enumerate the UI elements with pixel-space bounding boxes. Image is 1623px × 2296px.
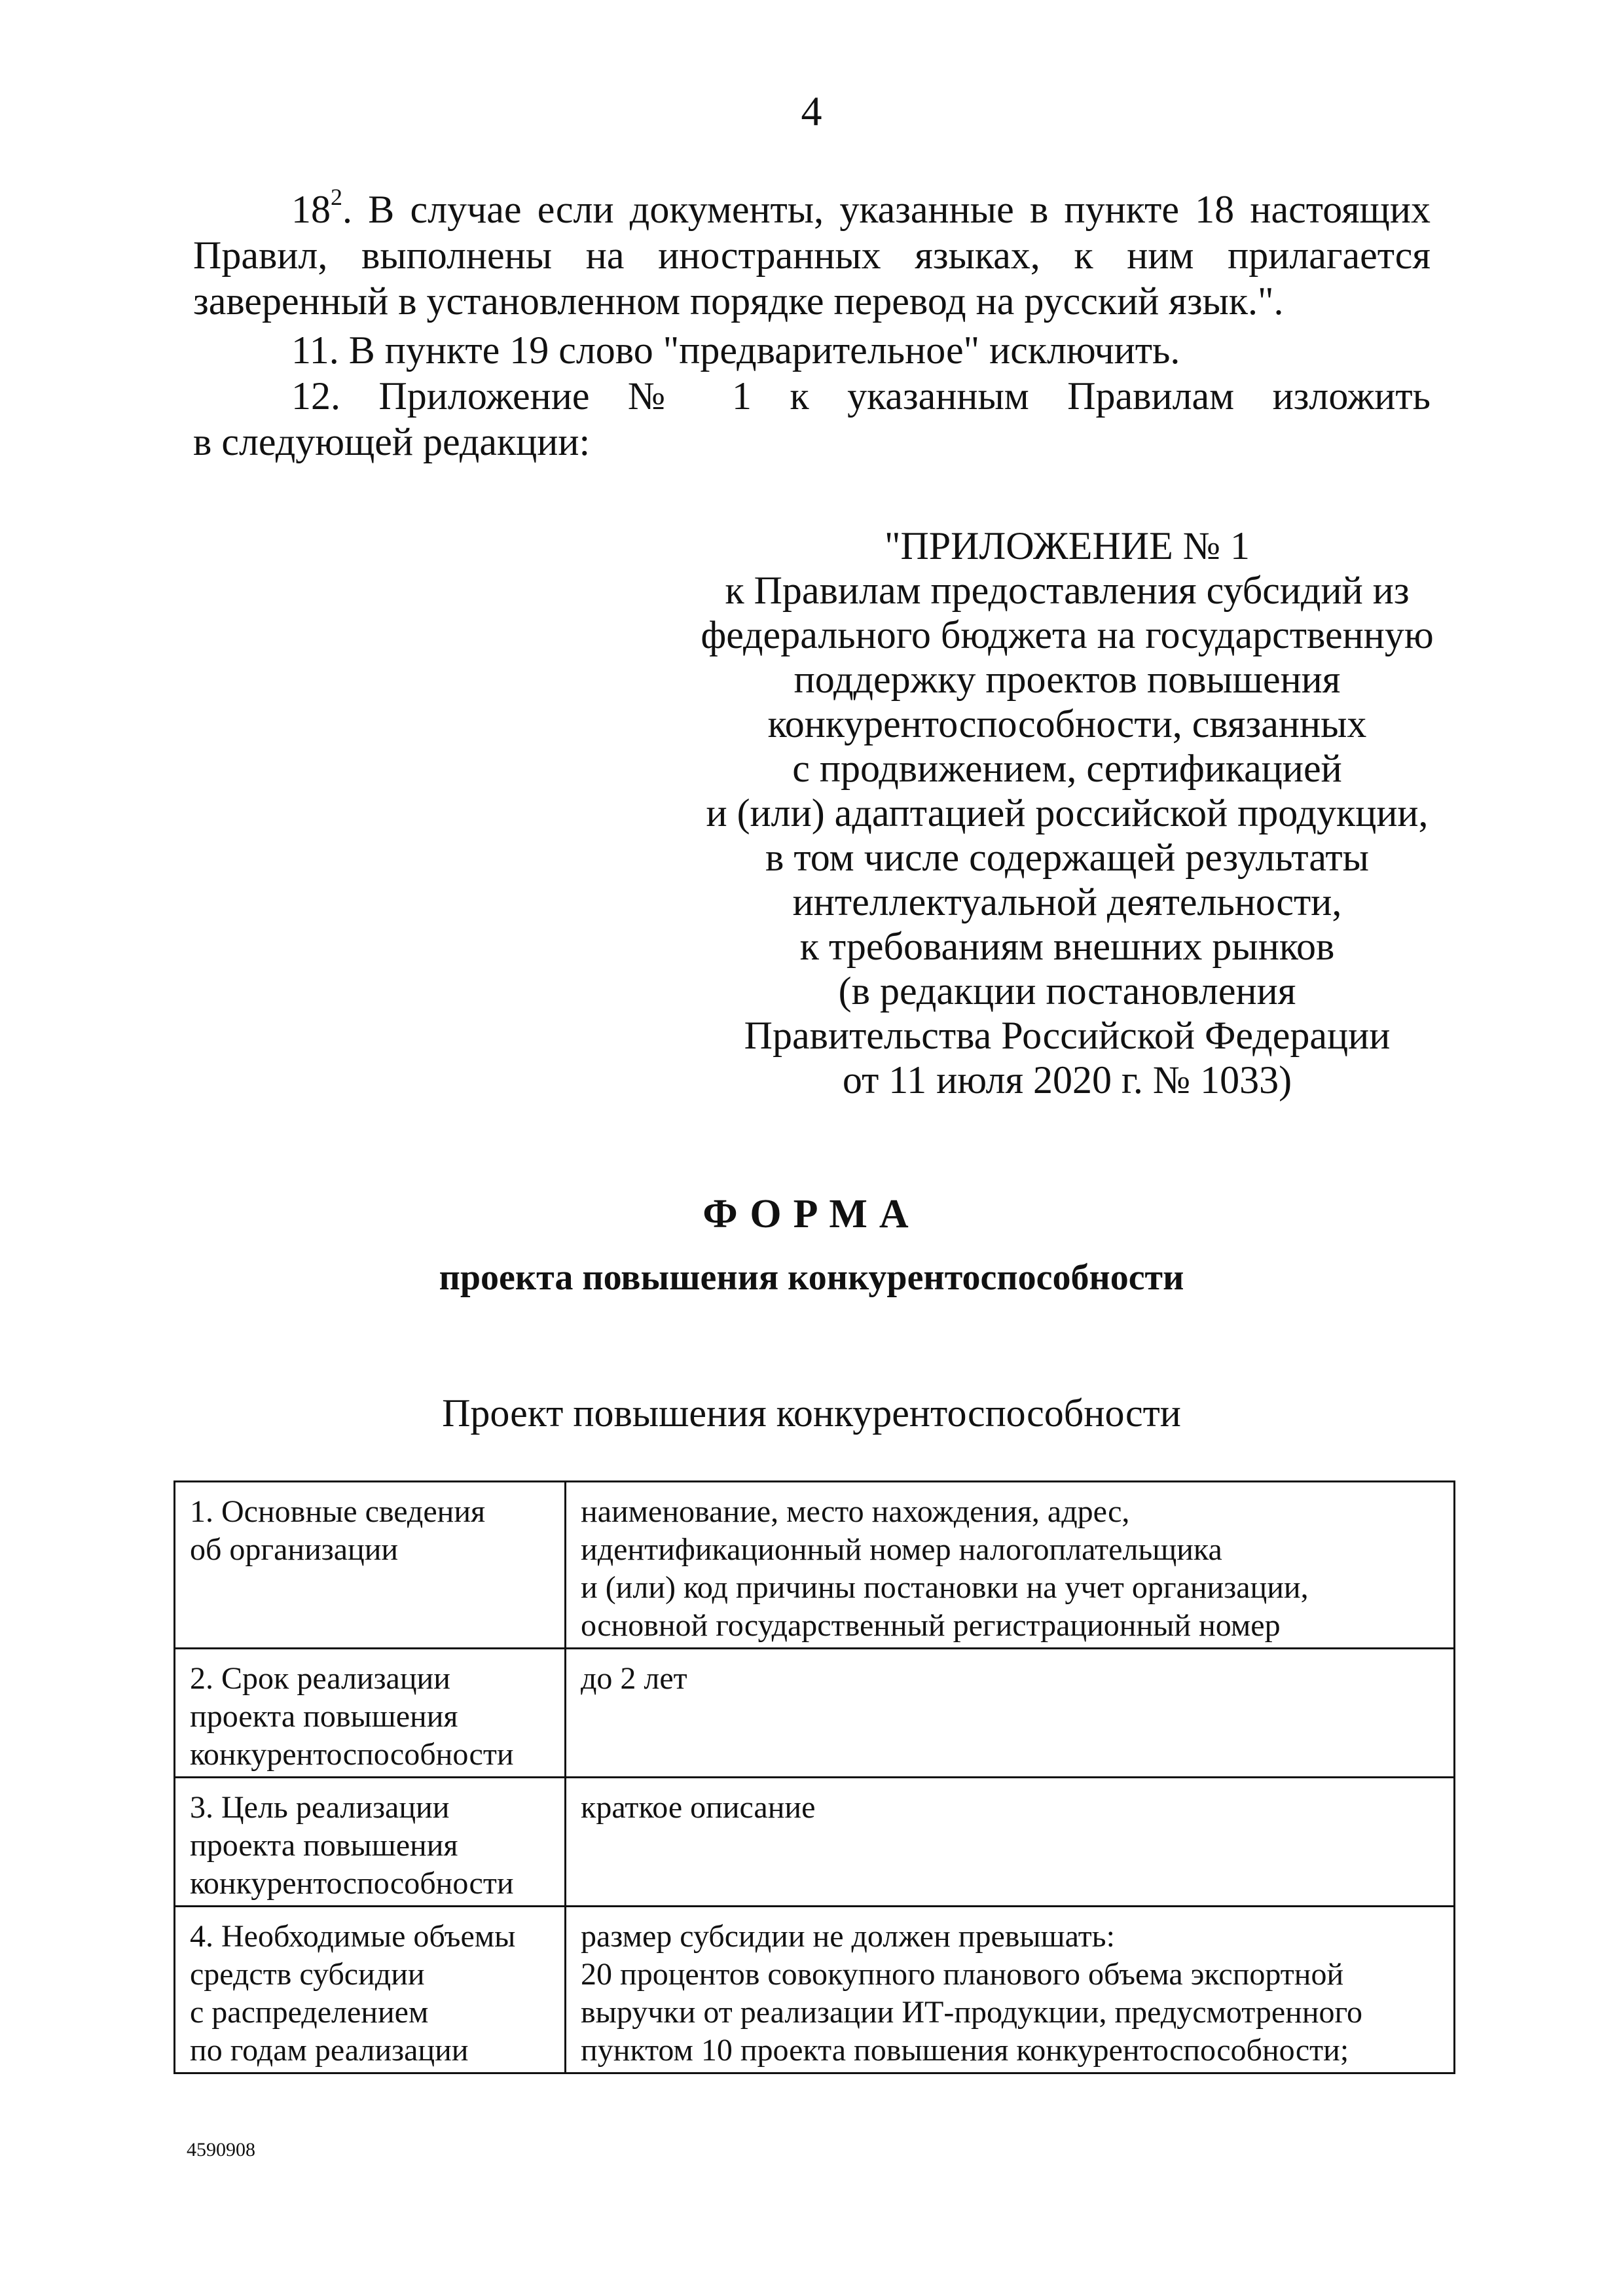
appendix-line: "ПРИЛОЖЕНИЕ № 1 <box>884 524 1250 567</box>
superscript: 2 <box>331 184 342 210</box>
value-line: наименование, место нахождения, адрес, <box>581 1494 1130 1529</box>
label-line: по годам реализации <box>190 2033 469 2068</box>
appendix-header <box>668 524 1467 1102</box>
appendix-line: к Правилам предоставления субсидий из <box>725 569 1410 612</box>
paragraph-18-2 <box>193 184 1431 324</box>
label-line: конкурентоспособности <box>190 1866 514 1901</box>
label-line: проекта повышения <box>190 1828 458 1863</box>
form-subtitle: проекта повышения конкурентоспособности <box>439 1257 1184 1298</box>
value-line: пунктом 10 проекта повышения конкурентоспособности; <box>581 2033 1349 2068</box>
paragraph-18-2-line-2: Правил, выполнены на иностранных языках, к ним прилагается <box>193 234 1431 277</box>
value-line: выручки от реализации ИТ-продукции, предусмотренного <box>581 1995 1362 2030</box>
paragraph-12 <box>193 373 1431 465</box>
label-line: 2. Срок реализации <box>190 1661 450 1696</box>
paragraph-12-line-2: в следующей редакции: <box>193 420 591 463</box>
appendix-line: интеллектуальной деятельности, <box>792 880 1342 924</box>
table-cell-label <box>175 1907 566 2073</box>
project-table <box>173 1480 1455 2074</box>
appendix-line: в том числе содержащей результаты <box>765 836 1369 879</box>
appendix-line: и (или) адаптацией российской продукции, <box>706 791 1429 834</box>
page-number: 4 <box>801 88 822 134</box>
label-line: 1. Основные сведения <box>190 1494 486 1529</box>
value-line: до 2 лет <box>581 1661 687 1696</box>
paragraph-18-2-text: . В случае если документы, указанные в пункте 18 настоящих <box>342 188 1431 231</box>
document-code: 4590908 <box>187 2139 255 2161</box>
value-line: основной государственный регистрационный номер <box>581 1608 1281 1643</box>
table-cell-value <box>566 1649 1455 1778</box>
label-line: об организации <box>190 1532 399 1567</box>
appendix-line: Правительства Российской Федерации <box>744 1014 1391 1057</box>
label-line: с распределением <box>190 1995 429 2030</box>
label-line: средств субсидии <box>190 1957 425 1992</box>
form-title: ФОРМА <box>702 1192 921 1236</box>
table-cell-value <box>566 1482 1455 1649</box>
paragraph-18-2-line-1 <box>193 184 1431 232</box>
appendix-line: (в редакции постановления <box>838 969 1296 1013</box>
label-line: 3. Цель реализации <box>190 1790 450 1825</box>
paragraph-18-2-line-3: заверенный в установленном порядке перевод на русский язык.". <box>193 279 1284 323</box>
appendix-line: конкурентоспособности, связанных <box>767 702 1367 745</box>
table-cell-value <box>566 1778 1455 1907</box>
table-row <box>175 1778 1455 1907</box>
table-cell-value <box>566 1907 1455 2073</box>
value-line: краткое описание <box>581 1790 816 1825</box>
label-line: 4. Необходимые объемы <box>190 1919 516 1954</box>
label-line: конкурентоспособности <box>190 1737 514 1772</box>
table-row <box>175 1482 1455 1649</box>
paragraph-11 <box>193 327 1431 373</box>
label-line: проекта повышения <box>190 1699 458 1734</box>
table-cell-label <box>175 1649 566 1778</box>
table-cell-label <box>175 1482 566 1649</box>
appendix-line: с продвижением, сертификацией <box>792 747 1342 790</box>
table-row <box>175 1907 1455 2073</box>
value-line: и (или) код причины постановки на учет организации, <box>581 1570 1309 1605</box>
appendix-line: поддержку проектов повышения <box>793 658 1341 701</box>
paragraph-number: 18 <box>291 188 331 231</box>
appendix-line: к требованиям внешних рынков <box>799 925 1335 968</box>
appendix-line: от 11 июля 2020 г. № 1033) <box>842 1058 1292 1102</box>
table-caption: Проект повышения конкурентоспособности <box>442 1391 1181 1435</box>
value-line: 20 процентов совокупного планового объема экспортной <box>581 1957 1344 1992</box>
appendix-line: федерального бюджета на государственную <box>701 613 1434 656</box>
value-line: размер субсидии не должен превышать: <box>581 1919 1115 1954</box>
paragraph-11-line: 11. В пункте 19 слово "предварительное" исключить. <box>291 329 1180 372</box>
paragraph-12-line-1: 12. Приложение № 1 к указанным Правилам изложить <box>291 374 1431 418</box>
table-cell-label <box>175 1778 566 1907</box>
value-line: идентификационный номер налогоплательщика <box>581 1532 1222 1567</box>
table-row <box>175 1649 1455 1778</box>
